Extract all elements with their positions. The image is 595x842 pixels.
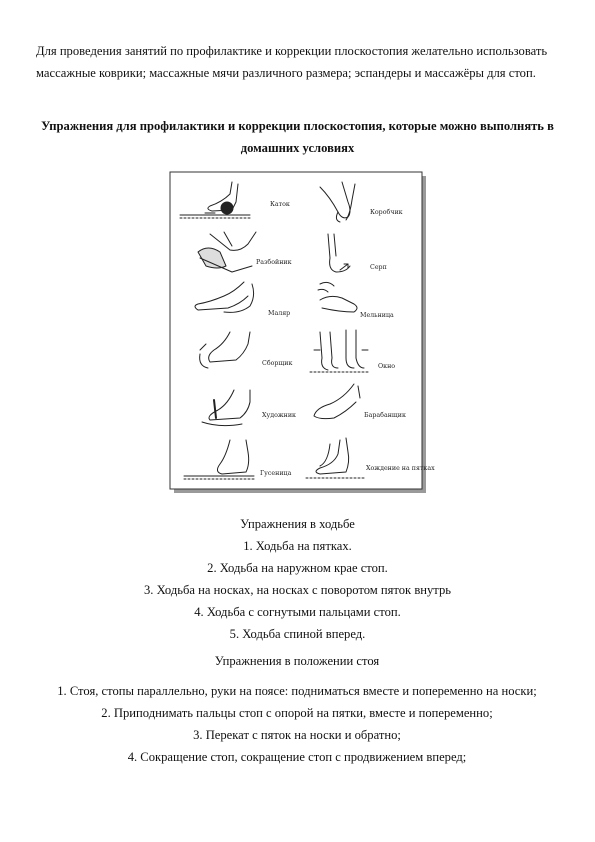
- intro-paragraph: Для проведения занятий по профилактике и коррекции плоскостопия желательно использовать массажные коврики; массажные мячи различного размера; эспандеры и массажёры для стоп.: [36, 44, 548, 80]
- standing-item: 2. Приподнимать пальцы стоп с опорой на пятки, вместе и попеременно;: [101, 706, 493, 720]
- walking-item: 3. Ходьба на носках, на носках с поворотом пяток внутрь: [143, 583, 452, 597]
- figure-label: Каток: [270, 201, 290, 208]
- figure-label: Художник: [262, 412, 296, 419]
- figure-label: Сборщик: [262, 360, 293, 367]
- figure-label: Серп: [370, 264, 387, 271]
- standing-item: 4. Сокращение стоп, сокращение стоп с продвижением вперед;: [127, 750, 467, 764]
- standing-title: Упражнения в положении стоя: [214, 654, 380, 668]
- walking-item: 5. Ходьба спиной вперед.: [229, 627, 366, 641]
- figure-label: Хождение на пятках: [366, 465, 435, 472]
- foot-exercise-illustration-icon: [170, 172, 435, 494]
- exercise-illustration: [170, 172, 435, 494]
- figure-frame: [170, 172, 422, 489]
- walking-item: 4. Ходьба с согнутыми пальцами стоп.: [194, 605, 401, 619]
- walking-item: 2. Ходьба на наружном крае стоп.: [207, 561, 388, 575]
- spacer: [36, 672, 558, 680]
- standing-exercises: [36, 650, 558, 768]
- figure-label: Разбойник: [256, 259, 292, 266]
- walking-exercises: [20, 513, 575, 645]
- section-heading: Упражнения для профилактики и коррекции плоскостопия, которые можно выполнять в домашних условиях: [41, 119, 554, 155]
- walking-title: Упражнения в ходьбе: [240, 517, 355, 531]
- figure-label: Маляр: [268, 310, 291, 317]
- walking-item: 1. Ходьба на пятках.: [243, 539, 352, 553]
- figure-label: Окно: [378, 363, 396, 370]
- figure-label: Гусеница: [260, 470, 292, 477]
- standing-item: 1. Стоя, стопы параллельно, руки на поясе: подниматься вместе и попеременно на носки;: [57, 684, 537, 698]
- figure-label: Коробчик: [370, 209, 403, 216]
- figure-label: Мельница: [360, 312, 394, 319]
- figure-label: Барабанщик: [364, 412, 406, 419]
- standing-item: 3. Перекат с пяток на носки и обратно;: [193, 728, 401, 742]
